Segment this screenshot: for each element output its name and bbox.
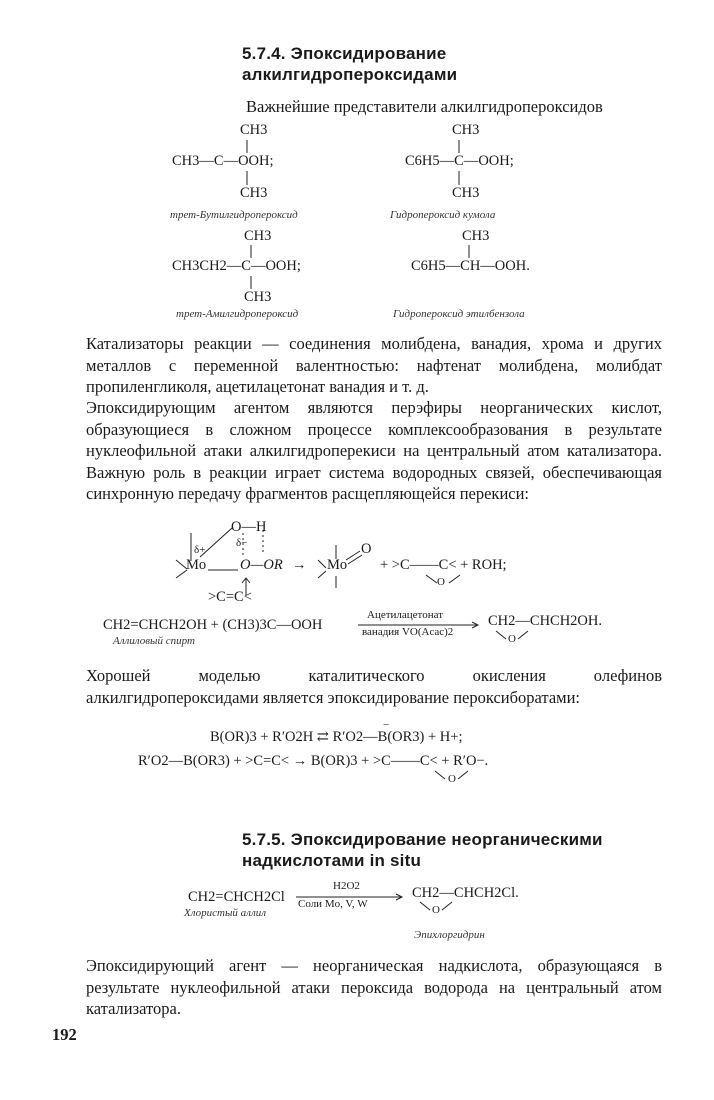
cumene-top-group: CH3 [452, 122, 480, 138]
tahp-bottom-group: CH3 [244, 289, 272, 305]
epichlorohydrin-ring-left [420, 902, 430, 910]
page-number: 192 [52, 1025, 77, 1044]
epichlorohydrin-eq-epoxide-oxygen: O [432, 904, 440, 916]
ethylbenzene-caption: Гидропероксид этилбензола [393, 308, 525, 320]
allyl-eq-left: CH2=CHCH2OH + (CH3)3C—OOH [103, 617, 323, 633]
allyl-eq-epoxide-oxygen: O [508, 633, 516, 645]
mech-mo-o-bond [200, 528, 232, 557]
tbhp-caption: трет-Бутилгидропероксид [170, 209, 298, 221]
mech-mo2-ligand-upper [318, 560, 326, 568]
borate-equation-2: R′O2—B(OR3) + >C=C< → B(OR)3 + >C——C< + R′O−. [138, 753, 489, 769]
tbhp-top-group: CH3 [240, 122, 268, 138]
tahp-top-group: CH3 [244, 228, 272, 244]
borate-equation-2-epoxide-oxygen: O [448, 773, 456, 785]
epichlorohydrin-eq-below: Соли Mo, V, W [298, 898, 368, 910]
allyl-epoxide-ring-left [496, 631, 506, 639]
mech-delta-plus: δ+ [194, 544, 206, 556]
allyl-alcohol-caption: Аллиловый спирт [113, 635, 195, 647]
tahp-main-chain: CH3CH2—C—OOH; [172, 258, 301, 274]
allyl-eq-catalyst-above: Ацетилацетонат [367, 609, 444, 621]
allyl-epoxide-ring-right [518, 631, 528, 639]
mech-epoxide-ring-right [449, 575, 460, 583]
mech-epoxide-ring-left [426, 575, 437, 583]
mech-mo-right: Mo [327, 557, 348, 573]
mech-mo2-oxo-bond-a [346, 551, 360, 560]
intro-text: Важнейшие представители алкилгидропероксидов [246, 97, 603, 116]
mech-olefin: >C=C< [208, 589, 252, 605]
tahp-caption: трет-Амилгидропероксид [176, 308, 299, 320]
allyl-chloride-caption: Хлористый аллил [184, 907, 267, 919]
borate-equation-1-charge: − [383, 719, 390, 731]
section2-heading-line1: 5.7.5. Эпоксидирование неорганическими [242, 830, 603, 849]
ethylbenzene-top-group: CH3 [462, 228, 490, 244]
tbhp-main-chain: CH3—C—OOH; [172, 153, 274, 169]
allyl-eq-catalyst-below: ванадия VO(Acac)2 [362, 626, 454, 638]
mech-o-h: O—H [231, 519, 267, 535]
cumene-main-chain: C6H5—C—OOH; [405, 153, 514, 169]
tbhp-bottom-group: CH3 [240, 185, 268, 201]
mech-o-or: O—OR [240, 557, 283, 573]
epichlorohydrin-caption: Эпихлоргидрин [414, 929, 485, 941]
paragraph-catalysts: Катализаторы реакции — соединения молибдена, ванадия, хрома и других металлов с переменной валентностью: нафтенат молибдена, молибдат пропиленгликоля, ацетилацетонат ванадия и т. д. [86, 334, 662, 396]
mech-mo-left: Mo [186, 557, 207, 573]
epichlorohydrin-eq-right: CH2—CHCH2Cl. [412, 885, 519, 901]
section-heading-line2: алкилгидропероксидами [242, 65, 458, 84]
paragraph-epoxidizing-agent: Эпоксидирующим агентом являются перэфиры неорганических кислот, образующиеся в сложном процессе комплексообразования в результате нуклеофильной атаки алкилгидроперекиси на центральный атом катализатора. Важную роль в реакции играет система водородных связей, обеспечивающая синхронную передачу фрагментов расщепляющейся перекиси: [86, 398, 662, 503]
mech-mo2-ligand-lower [318, 571, 326, 578]
mech-arrow: → [292, 557, 307, 573]
borate-equation-1: B(OR)3 + R′O2H ⇄ R′O2—B(OR3) + H+; [210, 729, 463, 745]
allyl-eq-right: CH2—CHCH2OH. [488, 613, 602, 629]
ethylbenzene-main-chain: C6H5—CH—OOH. [411, 258, 530, 274]
borate-epoxide-ring-right [458, 771, 468, 779]
mech-products: + >C——C< + ROH; [380, 557, 507, 573]
mech-delta-minus: δ− [236, 537, 248, 549]
paragraph-inorganic-peracid: Эпоксидирующий агент — неорганическая надкислота, образующаяся в результате нуклеофильной атаки пероксида водорода на центральный атом катализатора. [86, 956, 662, 1018]
mech-mo-ligand-lower [176, 570, 187, 578]
mech-mo-ligand-upper [176, 560, 187, 569]
cumene-caption: Гидропероксид кумола [390, 209, 496, 221]
mech-epoxide-oxygen: O [437, 576, 445, 588]
cumene-bottom-group: CH3 [452, 185, 480, 201]
mech-mo-oxo: O [361, 541, 372, 557]
borate-epoxide-ring-left [435, 771, 445, 779]
section-heading-line1: 5.7.4. Эпоксидирование [242, 44, 447, 63]
epichlorohydrin-eq-above: H2O2 [333, 880, 360, 892]
epichlorohydrin-ring-right [442, 902, 452, 910]
section2-heading-line2: надкислотами in situ [242, 851, 422, 870]
paragraph-model: Хорошей моделью каталитического окисления олефинов алкилгидропероксидами является эпоксидирование пероксиборатами: [86, 666, 662, 707]
epichlorohydrin-eq-left: CH2=CHCH2Cl [188, 889, 285, 905]
mech-mo2-oxo-bond-b [348, 555, 362, 564]
